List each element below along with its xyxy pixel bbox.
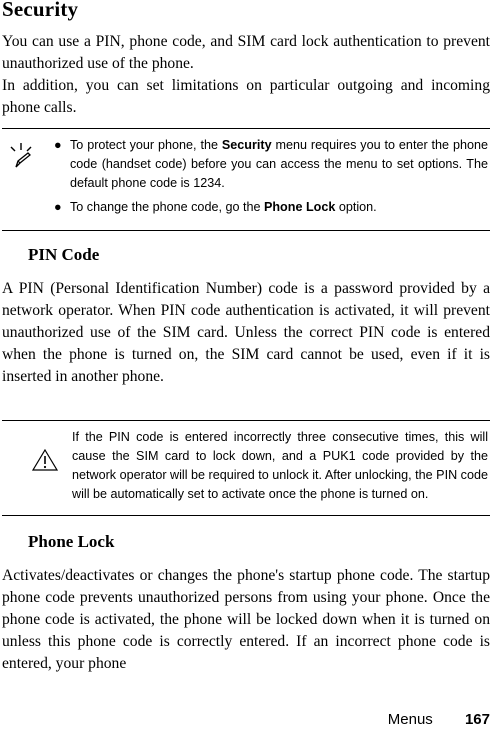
pencil-note-icon bbox=[8, 141, 34, 174]
page-title: Security bbox=[2, 0, 79, 21]
intro-paragraph-2: In addition, you can set limitations on particular outgoing and incoming phone calls. bbox=[2, 77, 490, 116]
note-item-text: option. bbox=[335, 200, 377, 214]
note-item-bold: Security bbox=[221, 138, 272, 152]
note-item-text: To change the phone code, go the bbox=[70, 200, 264, 214]
note-item bbox=[54, 198, 488, 217]
note-item-text: To protect your phone, the bbox=[70, 138, 222, 152]
warning-box bbox=[2, 420, 490, 516]
note-item bbox=[54, 136, 488, 193]
bullet-icon: ● bbox=[54, 200, 62, 214]
pin-code-heading: PIN Code bbox=[28, 245, 100, 264]
page-footer bbox=[388, 711, 490, 728]
bullet-icon: ● bbox=[54, 138, 62, 152]
warning-triangle-icon bbox=[32, 449, 58, 476]
note-box bbox=[2, 128, 490, 231]
intro-paragraph-1: You can use a PIN, phone code, and SIM card lock authentication to prevent unauthorized use of the phone. bbox=[2, 33, 490, 72]
pin-code-paragraph: A PIN (Personal Identification Number) code is a password provided by a network operator. When PIN code authentication is activated, it will prevent unauthorized use of the SIM card. Unless the correct PIN code is entered when the phone is turned on, the SIM card cannot be used, even if it is inserted in another phone. bbox=[2, 280, 490, 385]
phone-lock-heading: Phone Lock bbox=[28, 532, 115, 551]
footer-section-name: Menus bbox=[387, 711, 433, 728]
phone-lock-paragraph: Activates/deactivates or changes the phone's startup phone code. The startup phone code prevents unauthorized persons from using your phone. Once the phone code is activated, the phone will be locked down when it is turned on unless this phone code is correctly entered. If an incorrect phone code is entered, your phone bbox=[2, 567, 490, 672]
note-item-text: menu requires you to enter the phone code (handset code) before you can access the menu to set options. The default phone code is 1234. bbox=[70, 138, 488, 190]
warning-text: If the PIN code is entered incorrectly three consecutive times, this will cause the SIM card to lock down, and a PUK1 code provided by the network operator will be required to unlock it. After unlocking, the PIN code will be automatically set to activate once the phone is turned on. bbox=[72, 430, 488, 501]
note-item-bold: Phone Lock bbox=[263, 200, 336, 214]
warning-content bbox=[72, 428, 488, 504]
footer-page-number: 167 bbox=[464, 711, 490, 728]
note-content bbox=[54, 136, 488, 217]
